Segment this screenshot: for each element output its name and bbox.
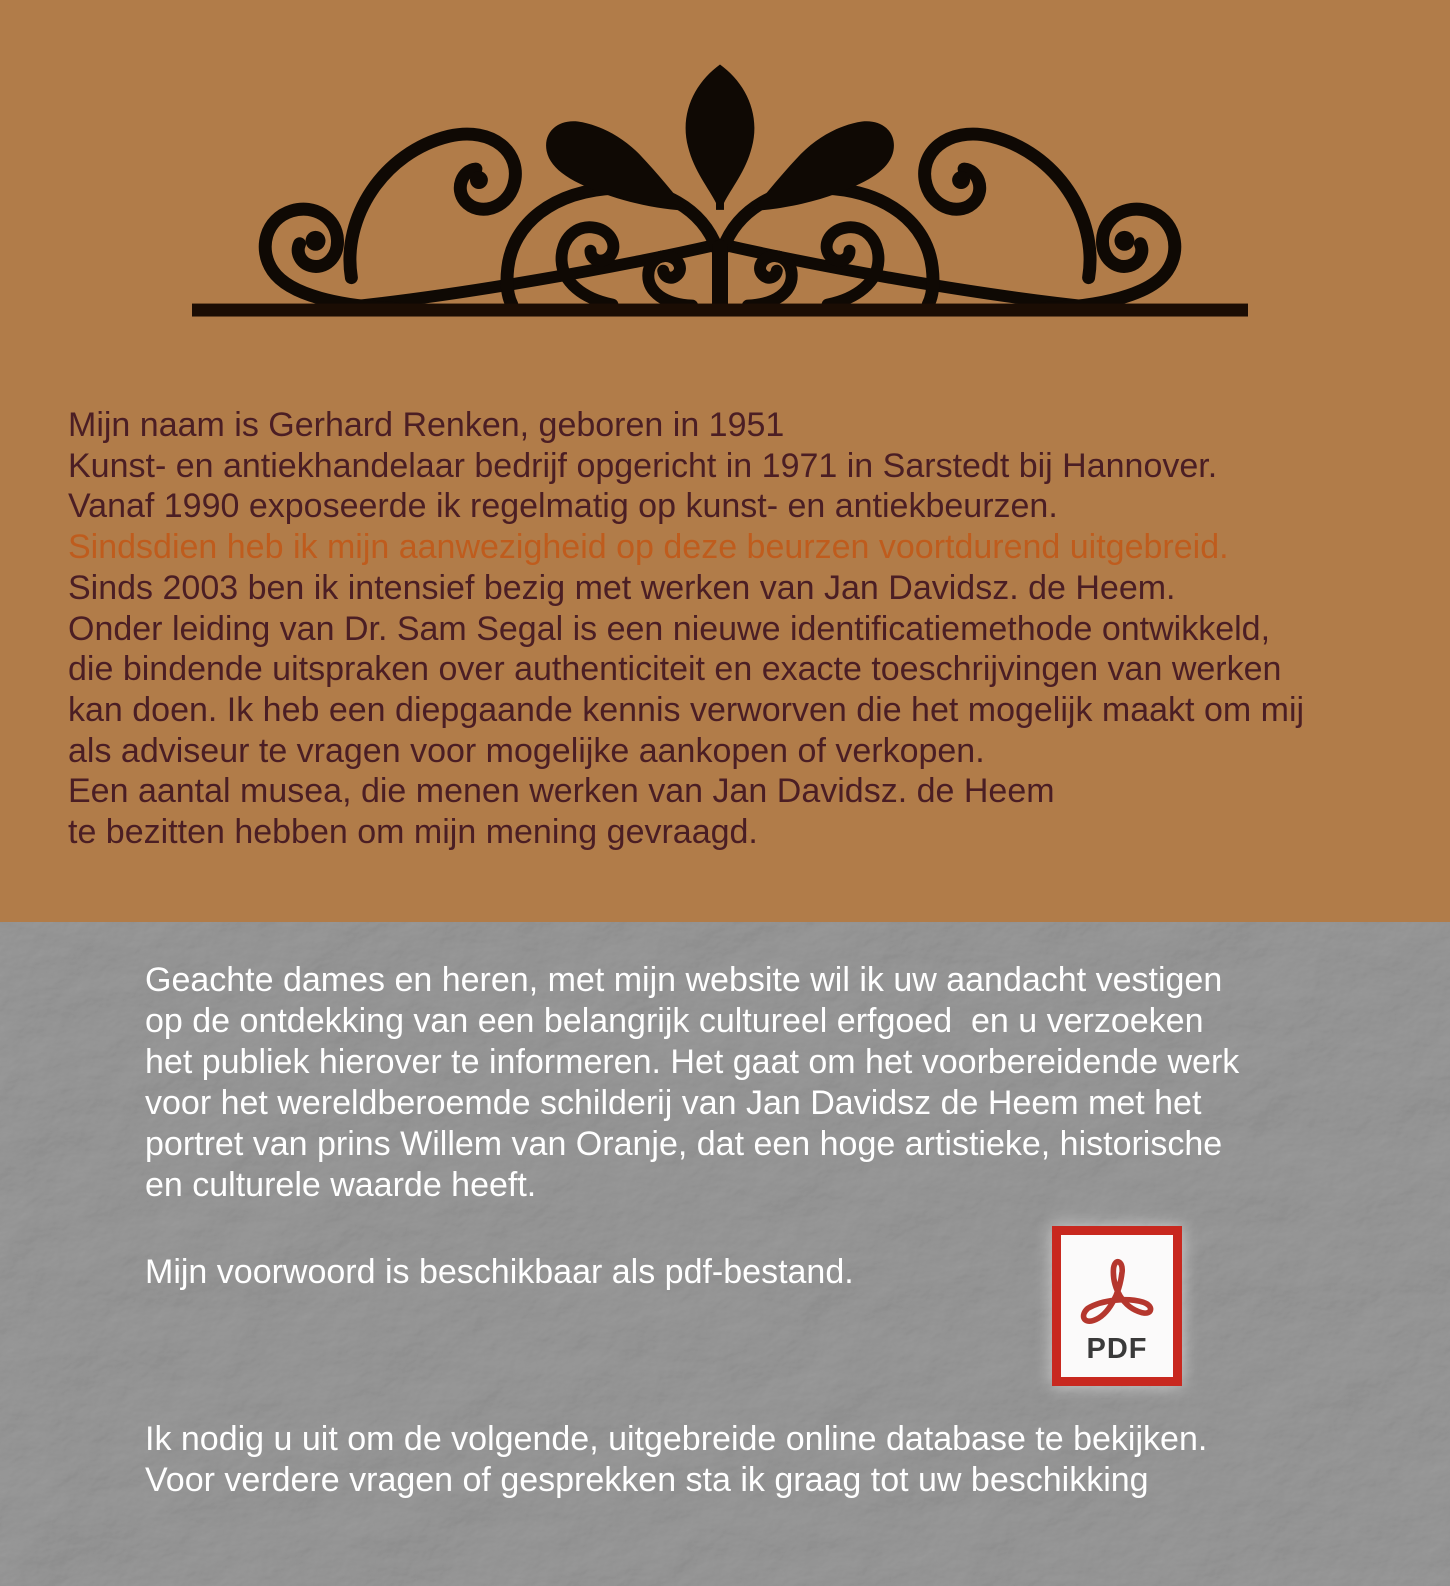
message-line: en culturele waarde heeft. — [145, 1166, 537, 1204]
message-line: het publiek hierover te informeren. Het gaat om het voorbereidende werk — [145, 1043, 1240, 1081]
message-line: portret van prins Willem van Oranje, dat een hoge artistieke, historische — [145, 1125, 1223, 1163]
intro-line: die bindende uitspraken over authenticiteit en exacte toeschrijvingen van werken — [68, 650, 1282, 689]
message-line: voor het wereldberoemde schilderij van Jan Davidsz de Heem met het — [145, 1084, 1202, 1122]
closing-line: Ik nodig u uit om de volgende, uitgebreide online database te bekijken. — [145, 1420, 1208, 1458]
message-paragraph — [145, 960, 1375, 1206]
decorative-flourish-icon — [192, 58, 1248, 320]
intro-line: kan doen. Ik heb een diepgaande kennis verworven die het mogelijk maakt om mij — [68, 690, 1305, 729]
acrobat-glyph-icon — [1069, 1243, 1165, 1329]
intro-line: Vanaf 1990 exposeerde ik regelmatig op kunst- en antiekbeurzen. — [68, 487, 1058, 526]
intro-line: Onder leiding van Dr. Sam Segal is een nieuwe identificatiemethode ontwikkeld, — [68, 609, 1271, 648]
intro-line: te bezitten hebben om mijn mening gevraagd. — [68, 813, 758, 852]
message-line: op de ontdekking van een belangrijk cultureel erfgoed en u verzoeken — [145, 1002, 1204, 1040]
pdf-icon-label: PDF — [1086, 1333, 1148, 1365]
intro-paragraph — [68, 405, 1398, 853]
intro-line: als adviseur te vragen voor mogelijke aankopen of verkopen. — [68, 731, 985, 770]
bottom-section — [0, 922, 1450, 1586]
message-line: Geachte dames en heren, met mijn website wil ik uw aandacht vestigen — [145, 961, 1223, 999]
pdf-note: Mijn voorwoord is beschikbaar als pdf-bestand. — [145, 1253, 854, 1291]
pdf-icon[interactable] — [1052, 1226, 1182, 1386]
closing-line: Voor verdere vragen of gesprekken sta ik graag tot uw beschikking — [145, 1461, 1149, 1499]
intro-highlight-line: Sindsdien heb ik mijn aanwezigheid op deze beurzen voortdurend uitgebreid. — [68, 528, 1229, 567]
closing-paragraph — [145, 1419, 1375, 1501]
intro-line: Sinds 2003 ben ik intensief bezig met werken van Jan Davidsz. de Heem. — [68, 568, 1176, 607]
intro-line: Een aantal musea, die menen werken van Jan Davidsz. de Heem — [68, 772, 1055, 811]
intro-line: Mijn naam is Gerhard Renken, geboren in 1951 — [68, 406, 785, 444]
intro-line: Kunst- en antiekhandelaar bedrijf opgericht in 1971 in Sarstedt bij Hannover. — [68, 446, 1218, 485]
